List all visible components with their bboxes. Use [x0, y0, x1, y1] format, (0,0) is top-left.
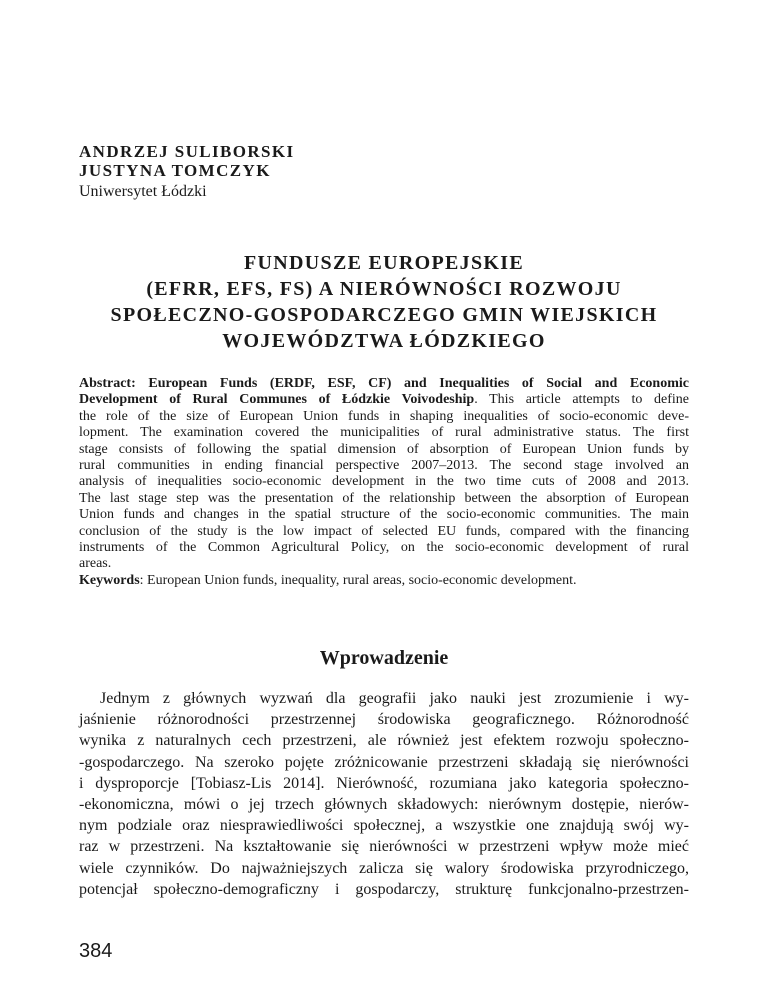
affiliation: Uniwersytet Łódzki — [79, 183, 207, 200]
body-line: raz w przestrzeni. Na kształtowanie się nierówności w przestrzeni wpływ może mieć — [79, 838, 689, 856]
keywords — [79, 573, 689, 589]
authors-block — [79, 142, 679, 180]
author-name: ANDRZEJ SULIBORSKI — [79, 142, 295, 161]
abstract — [79, 376, 689, 589]
abstract-line: Union funds and changes in the spatial structure of the socio-economic communities. The main — [79, 507, 689, 523]
abstract-line: lopment. The examination covered the municipalities of rural administrative status. The first — [79, 425, 689, 441]
abstract-lead-bold: Abstract: European Funds (ERDF, ESF, CF) and Inequalities of Social and Economic — [79, 376, 689, 391]
body-line: wiele czynników. Do najważniejszych zalicza się walory środowiska przyrodniczego, — [79, 859, 689, 877]
article-title — [60, 250, 708, 354]
body-line: wynika z naturalnych cech przestrzeni, ale również jest efektem rozwoju społeczno- — [79, 732, 689, 750]
title-line: FUNDUSZE EUROPEJSKIE — [244, 252, 524, 274]
section-heading: Wprowadzenie — [319, 647, 449, 669]
abstract-line: areas. — [79, 556, 112, 572]
abstract-line: conclusion of the study is the low impact of selected EU funds, compared with the financing — [79, 523, 689, 539]
body-line: potencjał społeczno-demograficzny i gospodarczy, strukturę funkcjonalno-przestrzen- — [79, 880, 689, 898]
abstract-line: The last stage step was the presentation of the relationship between the absorption of European — [79, 490, 689, 506]
title-line: WOJEWÓDZTWA ŁÓDZKIEGO — [222, 330, 546, 352]
body-line: Jednym z głównych wyzwań dla geografii jako nauki jest zrozumienie i wy- — [100, 690, 689, 707]
abstract-lead-bold: Development of Rural Communes of Łódzkie Voivodeship — [79, 392, 475, 408]
title-line: SPOŁECZNO-GOSPODARCZEGO GMIN WIEJSKICH — [110, 304, 658, 326]
body-line: i dysproporcje [Tobiasz-Lis 2014]. Nierówność, rozumiana jako kategoria społeczno- — [79, 774, 689, 792]
abstract-lead-line — [79, 376, 689, 392]
abstract-line: stage consists of following the spatial dimension of absorption of European Union funds by — [79, 441, 689, 457]
body-line: -ekonomiczna, mówi o jej trzech głównych składowych: nierównym dostępie, nierów- — [79, 796, 689, 814]
abstract-lead-tail: . This article attempts to define — [474, 392, 689, 408]
abstract-line: the role of the size of European Union funds in shaping inequalities of socio-economic deve- — [79, 408, 689, 424]
body-paragraph — [79, 688, 689, 900]
body-line: -gospodarczego. Na szeroko pojęte zróżnicowanie przestrzeni składają się nierówności — [79, 753, 689, 771]
page-number: 384 — [79, 940, 113, 962]
keywords-text: : European Union funds, inequality, rural areas, socio-economic development. — [139, 572, 577, 588]
title-line: (EFRR, EFS, FS) A NIERÓWNOŚCI ROZWOJU — [146, 278, 622, 300]
abstract-lead-line — [79, 392, 689, 408]
author-name: JUSTYNA TOMCZYK — [79, 161, 271, 180]
abstract-line: rural communities in ending financial perspective 2007–2013. The second stage involved an — [79, 458, 689, 474]
abstract-line: instruments of the Common Agricultural Policy, on the socio-economic development of rural — [79, 540, 689, 556]
body-line: nym podziale oraz niesprawiedliwości społecznej, a wszystkie one znajdują swój wy- — [79, 817, 689, 835]
body-line: jaśnienie różnorodności przestrzennej środowiska geograficznego. Różnorodność — [79, 711, 689, 729]
abstract-line: analysis of inequalities socio-economic development in the two time cuts of 2008 and 2013. — [79, 474, 689, 490]
keywords-label: Keywords — [79, 572, 140, 588]
